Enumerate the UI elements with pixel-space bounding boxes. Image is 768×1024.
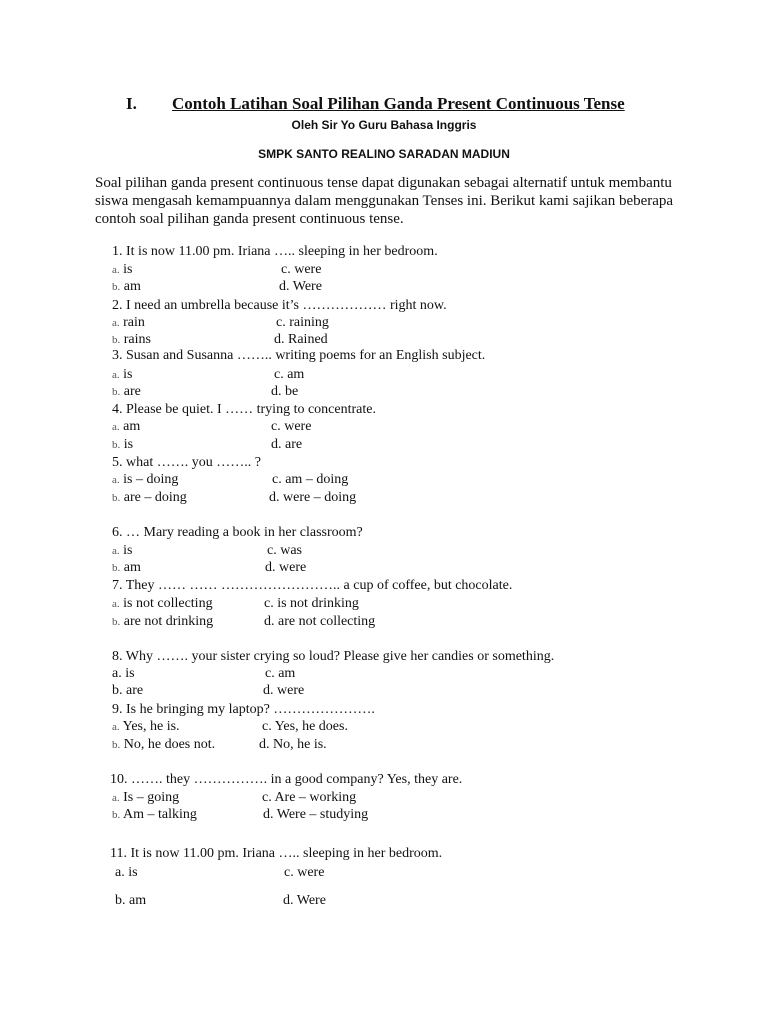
option-text: are – doing: [123, 490, 187, 505]
option-b: [112, 384, 141, 400]
option-c: c. raining: [276, 315, 329, 330]
option-text: is not collecting: [123, 596, 213, 611]
option-text: are: [126, 683, 144, 698]
option-b: [115, 893, 146, 909]
option-letter: b.: [112, 439, 121, 451]
option-letter: a.: [112, 421, 120, 433]
school-line: SMPK SANTO REALINO SARADAN MADIUN: [258, 147, 510, 161]
option-letter: b.: [115, 893, 126, 908]
option-text: is: [125, 666, 135, 681]
option-text: Is – going: [123, 790, 180, 805]
option-text: No, he does not.: [123, 737, 216, 752]
option-letter: b.: [112, 739, 121, 751]
option-text: are: [123, 384, 141, 399]
option-a: [112, 790, 179, 806]
option-b: [112, 279, 141, 295]
option-text: is: [123, 543, 133, 558]
option-letter: b.: [112, 492, 121, 504]
option-text: is – doing: [123, 472, 179, 487]
option-letter: a.: [112, 545, 120, 557]
option-a: [115, 865, 138, 881]
option-letter: a.: [112, 317, 120, 329]
option-b: [112, 490, 187, 506]
option-text: Am – talking: [122, 807, 197, 822]
question-3: 3. Susan and Susanna …….. writing poems for an English subject.: [112, 348, 486, 363]
option-d: d. Rained: [274, 332, 328, 347]
question-9: 9. Is he bringing my laptop? ………………….: [112, 702, 375, 717]
option-a: [112, 419, 140, 435]
option-b: [112, 437, 133, 453]
option-c: c. Yes, he does.: [262, 719, 348, 734]
option-text: am: [129, 893, 147, 908]
option-c: c. were: [281, 262, 322, 277]
option-d: d. were: [263, 683, 305, 698]
option-text: am: [123, 560, 141, 575]
option-a: [112, 719, 180, 735]
option-d: d. are not collecting: [264, 614, 376, 629]
option-letter: a.: [112, 474, 120, 486]
question-4: 4. Please be quiet. I …… trying to concentrate.: [112, 402, 376, 417]
option-a: [112, 262, 132, 278]
option-text: is: [128, 865, 138, 880]
option-d: d. are: [271, 437, 303, 452]
question-1: 1. It is now 11.00 pm. Iriana ….. sleeping in her bedroom.: [112, 244, 438, 259]
option-c: c. was: [267, 543, 302, 558]
option-letter: a.: [112, 598, 120, 610]
option-text: is: [123, 262, 133, 277]
option-d: d. No, he is.: [259, 737, 327, 752]
option-d: d. were – doing: [269, 490, 357, 505]
option-text: rain: [123, 315, 145, 330]
option-letter: b.: [112, 683, 123, 698]
option-letter: b.: [112, 809, 121, 821]
question-2: 2. I need an umbrella because it’s ……………… right now.: [112, 298, 447, 313]
option-c: c. am: [274, 367, 305, 382]
option-text: are not drinking: [123, 614, 214, 629]
question-10: 10. ……. they ……………. in a good company? Yes, they are.: [110, 772, 463, 787]
option-text: is: [123, 437, 134, 452]
option-c: c. am: [265, 666, 296, 681]
option-text: am: [123, 419, 141, 434]
document-title: [126, 94, 686, 114]
option-b: [112, 560, 141, 576]
option-letter: b.: [112, 281, 121, 293]
option-b: [112, 737, 215, 753]
option-text: Yes, he is.: [122, 719, 180, 734]
title-text: Contoh Latihan Soal Pilihan Ganda Present Continuous Tense: [172, 94, 625, 113]
option-a: [112, 315, 145, 331]
option-letter: b.: [112, 334, 121, 346]
option-d: d. be: [271, 384, 299, 399]
option-a: [112, 543, 132, 559]
option-d: d. Were: [279, 279, 322, 294]
option-d: d. Were – studying: [263, 807, 369, 822]
option-d: d. Were: [283, 893, 326, 908]
option-text: rains: [123, 332, 151, 347]
option-letter: a.: [112, 264, 120, 276]
question-11: 11. It is now 11.00 pm. Iriana ….. sleeping in her bedroom.: [110, 846, 443, 861]
option-letter: a.: [112, 792, 120, 804]
option-a: [112, 472, 178, 488]
option-c: c. am – doing: [272, 472, 349, 487]
option-b: [112, 332, 151, 348]
option-d: d. were: [265, 560, 307, 575]
author-line: Oleh Sir Yo Guru Bahasa Inggris: [291, 118, 477, 132]
question-6: 6. … Mary reading a book in her classroom?: [112, 525, 363, 540]
option-c: c. is not drinking: [264, 596, 359, 611]
option-b: [112, 683, 143, 699]
section-number: I.: [126, 94, 137, 113]
option-c: c. were: [271, 419, 312, 434]
option-letter: a.: [112, 369, 120, 381]
option-c: c. were: [284, 865, 325, 880]
option-letter: a.: [112, 721, 120, 733]
option-a: [112, 367, 132, 383]
option-letter: b.: [112, 562, 121, 574]
option-b: [112, 614, 213, 630]
option-a: [112, 666, 135, 682]
question-7: 7. They …… …… …………………….. a cup of coffee, but chocolate.: [112, 578, 513, 593]
option-letter: a.: [115, 865, 125, 880]
option-letter: a.: [112, 666, 122, 681]
question-5: 5. what ……. you …….. ?: [112, 455, 261, 470]
option-b: [112, 807, 197, 823]
option-letter: b.: [112, 616, 121, 628]
option-c: c. Are – working: [262, 790, 357, 805]
option-letter: b.: [112, 386, 121, 398]
intro-paragraph: Soal pilihan ganda present continuous tense dapat digunakan sebagai alternatif untuk membantu siswa mengasah kemampuannya dalam menggunakan Tenses ini. Berikut kami sajikan beberapa contoh soal pilihan ganda present continuous tense.: [95, 175, 674, 227]
question-8: 8. Why ……. your sister crying so loud? Please give her candies or something.: [112, 649, 555, 664]
option-text: is: [123, 367, 133, 382]
option-a: [112, 596, 213, 612]
option-text: am: [123, 279, 141, 294]
